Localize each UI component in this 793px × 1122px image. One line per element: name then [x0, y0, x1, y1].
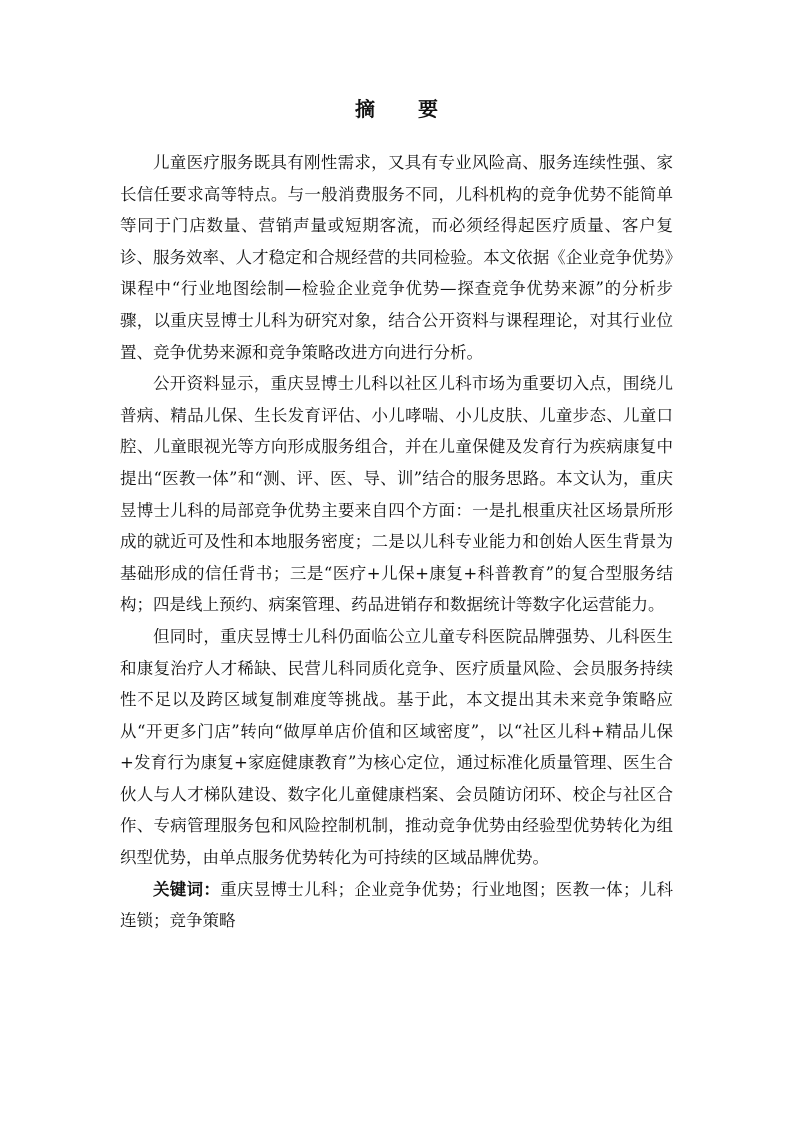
abstract-paragraph-1: 儿童医疗服务既具有刚性需求，又具有专业风险高、服务连续性强、家长信任要求高等特点。与一般消费服务不同，儿科机构的竞争优势不能简单等同于门店数量、营销声量或短期客流，而必须经得起医疗质量、客户复诊、服务效率、人才稳定和合规经营的共同检验。本文依据《企业竞争优势》课程中“行业地图绘制—检验企业竞争优势—探查竞争优势来源”的分析步骤，以重庆昱博士儿科为研究对象，结合公开资料与课程理论，对其行业位置、竞争优势来源和竞争策略改进方向进行分析。	[120, 153, 673, 362]
abstract-title: 摘 要	[355, 97, 456, 121]
abstract-paragraph-3: 但同时，重庆昱博士儿科仍面临公立儿童专科医院品牌强势、儿科医生和康复治疗人才稀缺、民营儿科同质化竞争、医疗质量风险、会员服务持续性不足以及跨区域复制难度等挑战。基于此，本文提出其未来竞争策略应从“开更多门店”转向“做厚单店价值和区域密度”，以“社区儿科+精品儿保+发育行为康复+家庭健康教育”为核心定位，通过标准化质量管理、医生合伙人与人才梯队建设、数字化儿童健康档案、会员随访闭环、校企与社区合作、专病管理服务包和风险控制机制，推动竞争优势由经验型优势转化为组织型优势，由单点服务优势转化为可持续的区域品牌优势。	[120, 626, 673, 868]
abstract-paragraph-2: 公开资料显示，重庆昱博士儿科以社区儿科市场为重要切入点，围绕儿普病、精品儿保、生长发育评估、小儿哮喘、小儿皮肤、儿童步态、儿童口腔、儿童眼视光等方向形成服务组合，并在儿童保健及发育行为疾病康复中提出“医教一体”和“测、评、医、导、训”结合的服务思路。本文认为，重庆昱博士儿科的局部竞争优势主要来自四个方面：一是扎根重庆社区场景所形成的就近可及性和本地服务密度；二是以儿科专业能力和创始人医生背景为基础形成的信任背书；三是“医疗+儿保+康复+科普教育”的复合型服务结构；四是线上预约、病案管理、药品进销存和数据统计等数字化运营能力。	[120, 374, 673, 615]
keywords-line	[120, 874, 673, 937]
abstract-body	[120, 147, 673, 937]
keywords-text: 重庆昱博士儿科；企业竞争优势；行业地图；医教一体；儿科连锁；竞争策略	[120, 879, 674, 931]
keywords-label: 关键词：	[153, 879, 221, 899]
